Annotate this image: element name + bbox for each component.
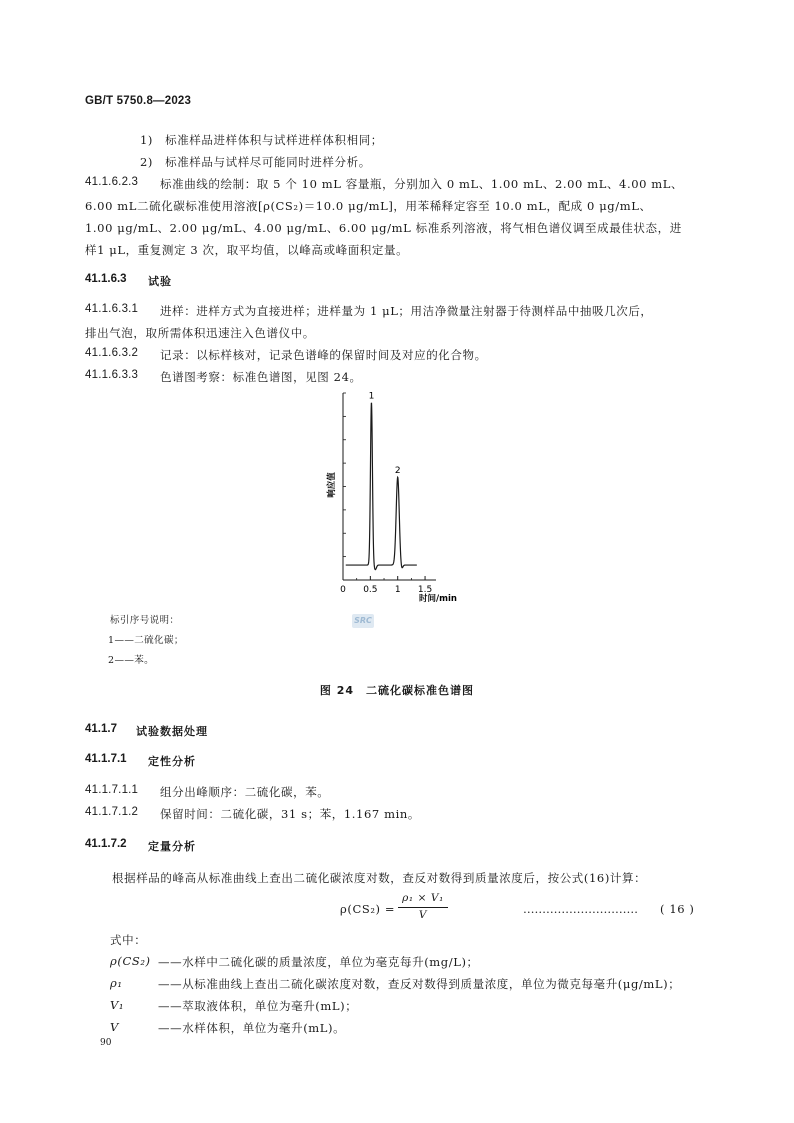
section-heading: 试验数据处理 bbox=[136, 725, 208, 738]
y-axis-label: 响应值 bbox=[327, 472, 337, 498]
formula-numerator: ρ₁ × V₁ bbox=[402, 892, 444, 904]
def-text: ——从标准曲线上查出二硫化碳浓度对数，查反对数得到质量浓度，单位为微克每毫升(μg/mL)； bbox=[158, 977, 681, 991]
x-tick-label: 0 bbox=[340, 585, 346, 595]
paragraph-line: 排出气泡，取所需体积迅速注入色谱仪中。 bbox=[85, 326, 315, 340]
def-text: ——水样中二硫化碳的质量浓度，单位为毫克每升(mg/L)； bbox=[158, 955, 479, 969]
paragraph-line: 组分出峰顺序：二硫化碳，苯。 bbox=[160, 785, 330, 799]
formula-lhs: ρ(CS₂) = bbox=[340, 902, 396, 916]
paragraph-line: 色谱图考察：标准色谱图，见图 24。 bbox=[160, 370, 362, 384]
def-text: ——萃取液体积，单位为毫升(mL)； bbox=[158, 999, 358, 1013]
section-number: 41.1.7.1 bbox=[85, 753, 127, 765]
def-text: ——水样体积，单位为毫升(mL)。 bbox=[158, 1021, 346, 1035]
paragraph-line: 样1 μL，重复测定 3 次，取平均值，以峰高或峰面积定量。 bbox=[85, 243, 409, 257]
x-axis-label: 时间/min bbox=[419, 594, 457, 604]
formula-denominator: V bbox=[418, 909, 428, 921]
list-item-2: 2) 标准样品与试样尽可能同时进样分析。 bbox=[140, 155, 371, 169]
section-heading: 定性分析 bbox=[148, 755, 196, 768]
section-heading: 试验 bbox=[148, 275, 172, 288]
def-symbol: ρ₁ bbox=[110, 976, 123, 990]
def-symbol: ρ(CS₂) bbox=[110, 954, 151, 968]
section-heading: 定量分析 bbox=[148, 840, 196, 853]
section-number: 41.1.6.3 bbox=[85, 273, 127, 285]
x-tick-label: 0.5 bbox=[363, 585, 378, 595]
section-number: 41.1.6.3.3 bbox=[85, 369, 139, 381]
figure-caption: 图 24 二硫化碳标准色谱图 bbox=[319, 684, 475, 697]
paragraph-line: 记录：以标样核对，记录色谱峰的保留时间及对应的化合物。 bbox=[160, 348, 487, 362]
peak-label-2: 2 bbox=[394, 466, 401, 477]
paragraph-line: 6.00 mL二硫化碳标准使用溶液[ρ(CS₂)＝10.0 μg/mL]，用苯稀释定容至 10.0 mL，配成 0 μg/mL、 bbox=[85, 199, 652, 213]
section-number: 41.1.6.3.2 bbox=[85, 347, 139, 359]
x-tick-label: 1 bbox=[394, 585, 401, 595]
peak-label-1: 1 bbox=[368, 391, 375, 402]
watermark-logo: SRC bbox=[352, 614, 374, 628]
paragraph-line: 标准曲线的绘制：取 5 个 10 mL 容量瓶，分别加入 0 mL、1.00 mL、2.00 mL、4.00 mL、 bbox=[160, 177, 684, 191]
chromatogram-trace bbox=[346, 403, 417, 570]
section-number: 41.1.7 bbox=[85, 723, 117, 735]
def-symbol: V₁ bbox=[110, 998, 125, 1012]
paragraph-line: 进样：进样方式为直接进样；进样量为 1 μL；用洁净微量注射器于待测样品中抽吸几次后， bbox=[160, 304, 653, 318]
where-label: 式中： bbox=[110, 933, 147, 947]
formula-number: ( 16 ) bbox=[660, 902, 695, 916]
legend-item-1: 1——二硫化碳； bbox=[108, 635, 184, 646]
page-number: 90 bbox=[100, 1038, 112, 1048]
section-number: 41.1.7.1.1 bbox=[85, 784, 139, 796]
x-tick-label: 1.5 bbox=[417, 585, 433, 595]
section-number: 41.1.6.2.3 bbox=[85, 176, 139, 188]
list-item-1: 1) 标准样品进样体积与试样进样体积相同； bbox=[140, 133, 383, 147]
fraction-line bbox=[398, 907, 448, 908]
section-number: 41.1.7.1.2 bbox=[85, 806, 139, 818]
chromatogram-chart bbox=[320, 385, 470, 605]
paragraph-line: 保留时间：二硫化碳，31 s；苯，1.167 min。 bbox=[160, 807, 420, 821]
section-number: 41.1.6.3.1 bbox=[85, 303, 139, 315]
legend-title: 标引序号说明： bbox=[110, 615, 180, 626]
legend-item-2: 2——苯。 bbox=[108, 655, 155, 666]
def-symbol: V bbox=[110, 1020, 119, 1034]
formula-dots: ………………………… bbox=[523, 902, 638, 916]
paragraph-line: 1.00 μg/mL、2.00 μg/mL、4.00 μg/mL、6.00 μg/mL 标准系列溶液，将气相色谱仪调至成最佳状态，进 bbox=[85, 221, 682, 235]
section-number: 41.1.7.2 bbox=[85, 838, 127, 850]
standard-code: GB/T 5750.8—2023 bbox=[85, 95, 192, 107]
paragraph-line: 根据样品的峰高从标准曲线上查出二硫化碳浓度对数，查反对数得到质量浓度后，按公式(16)计算： bbox=[112, 871, 647, 885]
